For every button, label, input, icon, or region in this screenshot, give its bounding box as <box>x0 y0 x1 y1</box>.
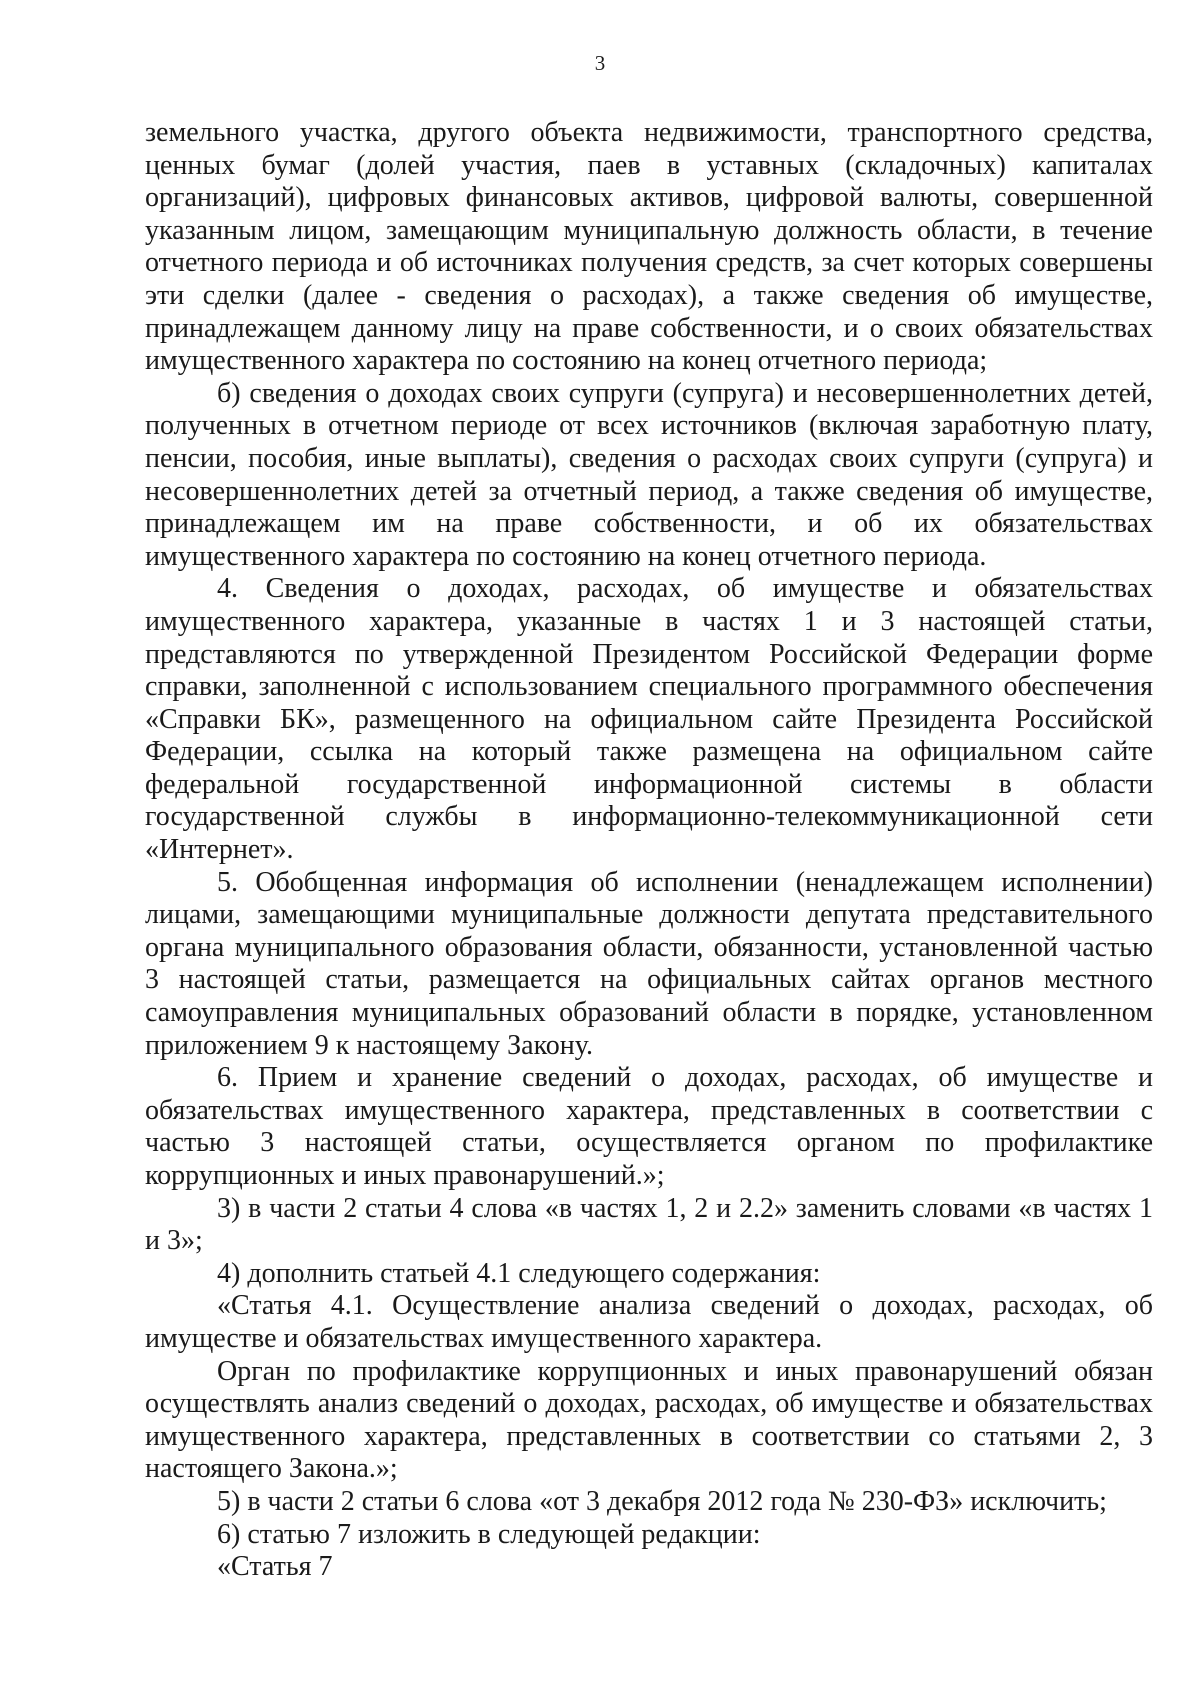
paragraph-3: 4. Сведения о доходах, расходах, об имуществе и обязательствах имущественного характера, указанные в частях 1 и 3 настоящей статьи, представляются по утвержденной Президентом Российской Федерации форме справки, заполненной с использованием специального программного обеспечения «Справки БК», размещенного на официальном сайте Президента Российской Федерации, ссылка на который также размещена на официальном сайте федеральной государственной информационной системы в области государственной службы в информационно-телекоммуникационной сети «Интернет». <box>145 573 1153 866</box>
paragraph-4: 5. Обобщенная информация об исполнении (ненадлежащем исполнении) лицами, замещающими муниципальные должности депутата представительного органа муниципального образования области, обязанности, установленной частью 3 настоящей статьи, размещается на официальных сайтах органов местного самоуправления муниципальных образований области в порядке, установленном приложением 9 к настоящему Закону. <box>145 866 1153 1061</box>
paragraph-1: земельного участка, другого объекта недвижимости, транспортного средства, ценных бумаг (долей участия, паев в уставных (складочных) капиталах организаций), цифровых финансовых активов, цифровой валюты, совершенной указанным лицом, замещающим муниципальную должность области, в течение отчетного периода и об источниках получения средств, за счет которых совершены эти сделки (далее - сведения о расходах), а также сведения об имуществе, принадлежащем данному лицу на праве собственности, и о своих обязательствах имущественного характера по состоянию на конец отчетного периода; <box>145 117 1153 377</box>
paragraph-10: 5) в части 2 статьи 6 слова «от 3 декабря 2012 года № 230-ФЗ» исключить; <box>217 1485 1107 1517</box>
paragraph-12: «Статья 7 <box>217 1551 333 1583</box>
paragraph-8: «Статья 4.1. Осуществление анализа сведений о доходах, расходах, об имуществе и обязательствах имущественного характера. <box>145 1290 1153 1354</box>
paragraph-9: Орган по профилактике коррупционных и иных правонарушений обязан осуществлять анализ сведений о доходах, расходах, об имуществе и обязательствах имущественного характера, представленных в соответствии со статьями 2, 3 настоящего Закона.»; <box>145 1355 1153 1485</box>
paragraph-7: 4) дополнить статьей 4.1 следующего содержания: <box>217 1257 821 1289</box>
document-body <box>145 117 1153 1584</box>
paragraph-5: 6. Прием и хранение сведений о доходах, расходах, об имуществе и обязательствах имущественного характера, представленных в соответствии с частью 3 настоящей статьи, осуществляется органом по профилактике коррупционных и иных правонарушений.»; <box>145 1062 1153 1191</box>
page-number: 3 <box>594 51 606 75</box>
paragraph-6: 3) в части 2 статьи 4 слова «в частях 1, 2 и 2.2» заменить словами «в частях 1 и 3»; <box>145 1192 1153 1257</box>
paragraph-11: 6) статью 7 изложить в следующей редакции: <box>217 1518 761 1550</box>
paragraph-2: б) сведения о доходах своих супруги (супруга) и несовершеннолетних детей, полученных в отчетном периоде от всех источников (включая заработную плату, пенсии, пособия, иные выплаты), сведения о расходах своих супруги (супруга) и несовершеннолетних детей за отчетный период, а также сведения об имуществе, принадлежащем им на праве собственности, и об их обязательствах имущественного характера по состоянию на конец отчетного периода. <box>145 377 1153 572</box>
